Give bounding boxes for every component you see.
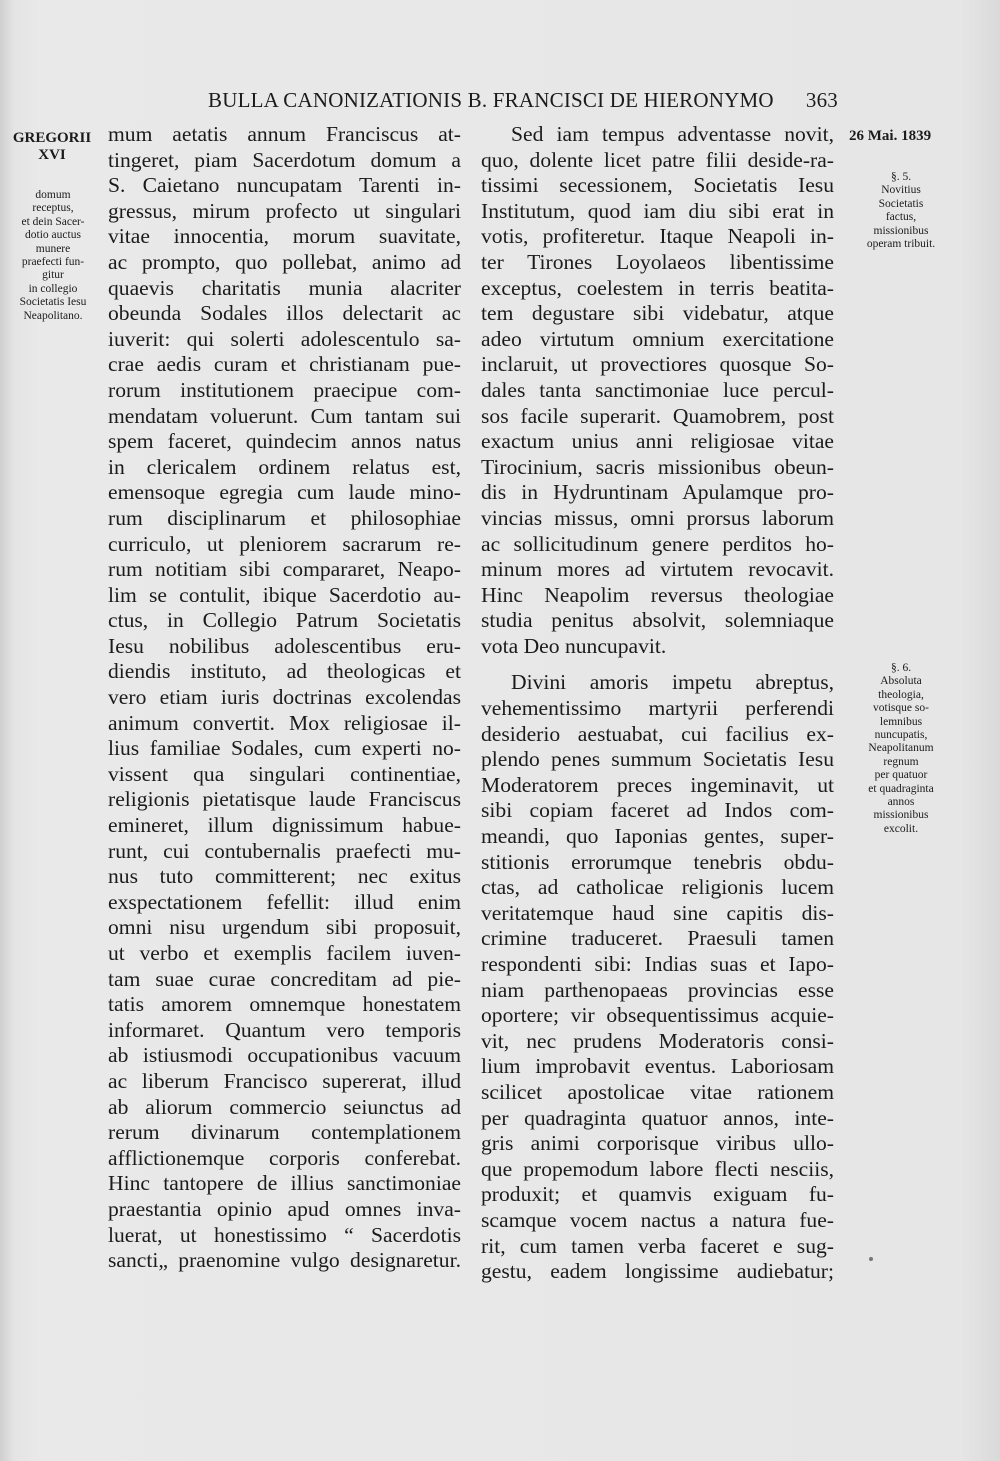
text-line: rum notitiam sibi compararet, Neapo-: [108, 557, 461, 582]
text-line: Moderatorem preces ingeminavit, ut: [481, 772, 834, 797]
running-title: BULLA CANONIZATIONIS B. FRANCISCI DE HIERONYMO: [208, 88, 774, 112]
text-line: emensoque egregia cum laude mino-: [108, 480, 461, 505]
paragraph-gap: [481, 659, 834, 670]
text-line: scilicet apostolicae vitae rationem: [481, 1079, 834, 1104]
text-line: vitae innocentia, morum suavitate,: [108, 224, 461, 249]
text-line: dales tanta sanctimoniae luce percul-: [481, 377, 834, 402]
text-line: adeo virtutum omnium exercitatione: [481, 326, 834, 351]
margin-note-line: Absoluta: [880, 675, 922, 688]
text-line: rerum divinarum contemplationem: [108, 1120, 461, 1145]
text-line: religionis pietatisque laude Franciscus: [108, 787, 461, 812]
text-line: Divini amoris impetu abreptus,: [511, 670, 834, 695]
text-column-left: [108, 122, 461, 1274]
text-line: exspectationem fefellit: illud enim: [108, 889, 461, 914]
text-line: curriculo, ut pleniorem sacrarum re-: [108, 531, 461, 556]
margin-note-line: in collegio: [28, 282, 78, 295]
text-line: informaret. Quantum vero temporis: [108, 1017, 461, 1042]
text-line: votis, profiteretur. Itaque Neapoli in-: [481, 224, 834, 249]
margin-note-line: et quadraginta: [868, 782, 934, 795]
margin-note-line: §. 5.: [890, 171, 912, 183]
margin-heading-line: XVI: [38, 147, 66, 163]
text-line: lius familiae Sodales, cum experti no-: [108, 736, 461, 761]
text-line: produxit; et quamvis exiguam fu-: [481, 1182, 834, 1207]
text-line: Iesu nobilibus adolescentibus eru-: [108, 633, 461, 658]
left-margin-note: [8, 189, 98, 323]
margin-note-line: annos: [887, 796, 915, 809]
text-line: nus tuto committerent; nec exitus: [108, 864, 461, 889]
margin-note-line: munere: [35, 242, 71, 255]
text-line: Sed iam tempus adventasse novit,: [511, 122, 834, 146]
text-line: gris animi corporisque viribus ullo-: [481, 1131, 834, 1156]
text-line: mum aetatis annum Franciscus at-: [108, 122, 461, 146]
text-line: crae aedis curam et christianam pue-: [108, 352, 461, 377]
margin-note-line: §. 6.: [890, 662, 912, 674]
text-line: vincias missus, omni prorsus laborum: [481, 505, 834, 530]
text-line: iuverit: qui solerti adolescentulo sa-: [108, 326, 461, 351]
text-line: inclaruit, ut provectiores quosque So-: [481, 352, 834, 377]
text-line: niam parthenopaeas provincias esse: [481, 977, 834, 1002]
margin-note-line: excolit.: [883, 822, 919, 835]
text-line: gestu, eadem longissime audiebatur;: [481, 1259, 834, 1284]
margin-note-line: nuncupatis,: [874, 729, 928, 742]
text-line: ctas, ad catholicae religionis lucem: [481, 875, 834, 900]
text-line: ctus, in Collegio Patrum Societatis: [108, 608, 461, 633]
text-line: vero etiam iuris doctrinas excolendas: [108, 685, 461, 710]
text-line: dis in Hydruntinam Apulamque pro-: [481, 480, 834, 505]
text-line: S. Caietano nuncupatam Tarenti in-: [108, 173, 461, 198]
text-line: spem faceret, quindecim annos natus: [108, 429, 461, 454]
text-line: Tirocinium, sacris missionibus obeun-: [481, 454, 834, 479]
text-line: vissent qua singulari continentiae,: [108, 761, 461, 786]
margin-note-line: et dein Sacer-: [21, 215, 85, 228]
text-line: animum convertit. Mox religiosae il-: [108, 710, 461, 735]
text-line: tam suae curae concreditam ad pie-: [108, 966, 461, 991]
margin-heading-line: GREGORII: [12, 130, 92, 146]
text-line: rit, cum tamen verba faceret e sug-: [481, 1233, 834, 1258]
text-line: plendo penes summum Societatis Iesu: [481, 747, 834, 772]
margin-date: 26 Mai. 1839: [849, 128, 932, 144]
paragraph: [481, 122, 834, 659]
margin-note-line: missionibus: [873, 224, 929, 237]
text-line: studia penitus absolvit, solemniaque: [481, 608, 834, 633]
text-line: crimine traduceret. Praesuli tamen: [481, 926, 834, 951]
margin-note-line: domum: [35, 189, 71, 201]
text-line: rorum institutionem praecipue com-: [108, 377, 461, 402]
text-line: tatis amorem omnemque honestatem: [108, 992, 461, 1017]
text-line: runt, cui contubernalis praefecti mu-: [108, 838, 461, 863]
text-column-right: [481, 122, 834, 1285]
text-line: ac liberum Francisco supererat, illud: [108, 1068, 461, 1093]
margin-note-line: factus,: [885, 211, 917, 224]
text-line: lium improbavit eventus. Laboriosam: [481, 1054, 834, 1079]
text-line: tissimi secessionem, Societatis Iesu: [481, 173, 834, 198]
text-line: mendatam voluerunt. Cum tantam sui: [108, 403, 461, 428]
text-line: veritatemque haud sine capitis dis-: [481, 900, 834, 925]
text-line: ter Tirones Loyolaeos libentissime: [481, 249, 834, 274]
text-line: Hinc tantopere de illius sanctimoniae: [108, 1171, 461, 1196]
margin-note-line: Neapolitano.: [23, 309, 83, 322]
text-line: sos facile superarit. Quamobrem, post: [481, 403, 834, 428]
paragraph: [481, 670, 834, 1284]
margin-note-line: missionibus: [873, 809, 929, 822]
text-line: exceptus, coelestem in terris beatita-: [481, 275, 834, 300]
text-line: minum mores ad virtutem revocavit.: [481, 557, 834, 582]
text-line: praestantia opinio apud omnes inva-: [108, 1196, 461, 1221]
text-line: omni nisu urgendum sibi proposuit,: [108, 915, 461, 940]
text-line: gressus, mirum profecto ut singulari: [108, 198, 461, 223]
margin-note-line: operam tribuit.: [866, 238, 936, 251]
text-line: lim se contulit, ibique Sacerdotio au-: [108, 582, 461, 607]
text-line: sancti„ praenomine vulgo designaretur.: [108, 1248, 461, 1273]
text-line: Institutum, quod iam diu sibi erat in: [481, 198, 834, 223]
text-line: respondenti sibi: Indias suas et Iapo-: [481, 952, 834, 976]
margin-note-section-5: [846, 171, 956, 251]
margin-note-line: votisque so-: [873, 702, 929, 715]
text-line: luerat, ut honestissimo “ Sacerdotis: [108, 1222, 461, 1247]
text-line: vit, nec prudens Moderatoris consi-: [481, 1028, 834, 1053]
margin-note-line: Novitius: [881, 184, 921, 197]
text-line: in clericalem ordinem relatus est,: [108, 454, 461, 479]
text-line: diendis instituto, ad theologicas et: [108, 659, 461, 684]
margin-note-line: Neapolitanum: [868, 742, 934, 755]
text-line: exactum unius anni religiosae vitae: [481, 429, 834, 454]
text-line: tingeret, piam Sacerdotum domum a: [108, 147, 461, 172]
text-line: quaevis charitatis munia alacriter: [108, 275, 461, 300]
margin-note-line: lemnibus: [879, 715, 923, 728]
text-line: rum disciplinarum et philosophiae: [108, 505, 461, 530]
text-line: stitionis errorumque tenebris obdu-: [481, 849, 834, 874]
text-line: emineret, illum dignissimum habue-: [108, 813, 461, 838]
text-line: vehementissimo martyrii perferendi: [481, 696, 834, 721]
margin-note-section-6: [846, 662, 956, 836]
text-line: vota Deo nuncupavit.: [481, 633, 667, 658]
text-line: meandi, quo Iaponias gentes, super-: [481, 824, 834, 849]
margin-note-line: regnum: [883, 755, 919, 768]
text-line: per quadraginta quatuor annos, inte-: [481, 1105, 834, 1130]
text-line: desiderio aestuabat, cui facilius ex-: [481, 721, 834, 746]
text-line: sibi copiam faceret ad Indos com-: [481, 798, 834, 823]
margin-note-line: per quatuor: [874, 769, 928, 782]
margin-note-line: praefecti fun-: [21, 256, 85, 269]
text-line: ac sollicitudinum genere perditos ho-: [481, 531, 834, 556]
text-line: ab aliorum commercio seiunctus ad: [108, 1094, 461, 1119]
ink-speck: [869, 1257, 873, 1261]
page-number: 363: [805, 88, 838, 112]
text-line: Hinc Neapolim reversus theologiae: [481, 582, 834, 607]
margin-note-line: Societatis Iesu: [19, 296, 87, 309]
text-line: ut verbo et exemplis facilem iuven-: [108, 941, 461, 965]
text-line: afflictionemque corporis conferebat.: [108, 1145, 461, 1170]
text-line: ab istiusmodi occupationibus vacuum: [108, 1043, 461, 1068]
text-line: que propemodum labore flecti nesciis,: [481, 1156, 834, 1181]
text-line: oportere; vir obsequentissimus acquie-: [481, 1003, 834, 1028]
text-line: obeunda Sodales illos delectarit ac: [108, 301, 461, 326]
margin-note-line: theologia,: [878, 688, 924, 701]
text-line: ac prompto, quo pollebat, animo ad: [108, 249, 461, 274]
left-margin-heading: [2, 130, 102, 164]
margin-note-line: dotio auctus: [25, 229, 81, 242]
text-line: scamque vocem nactus a natura fue-: [481, 1207, 834, 1232]
margin-note-line: receptus,: [32, 202, 74, 215]
text-line: quo, dolente licet patre filii deside-ra-: [481, 147, 834, 172]
margin-note-line: Societatis: [878, 197, 924, 210]
margin-note-line: gitur: [42, 269, 64, 282]
text-line: tem degustare sibi videbatur, atque: [481, 301, 834, 326]
